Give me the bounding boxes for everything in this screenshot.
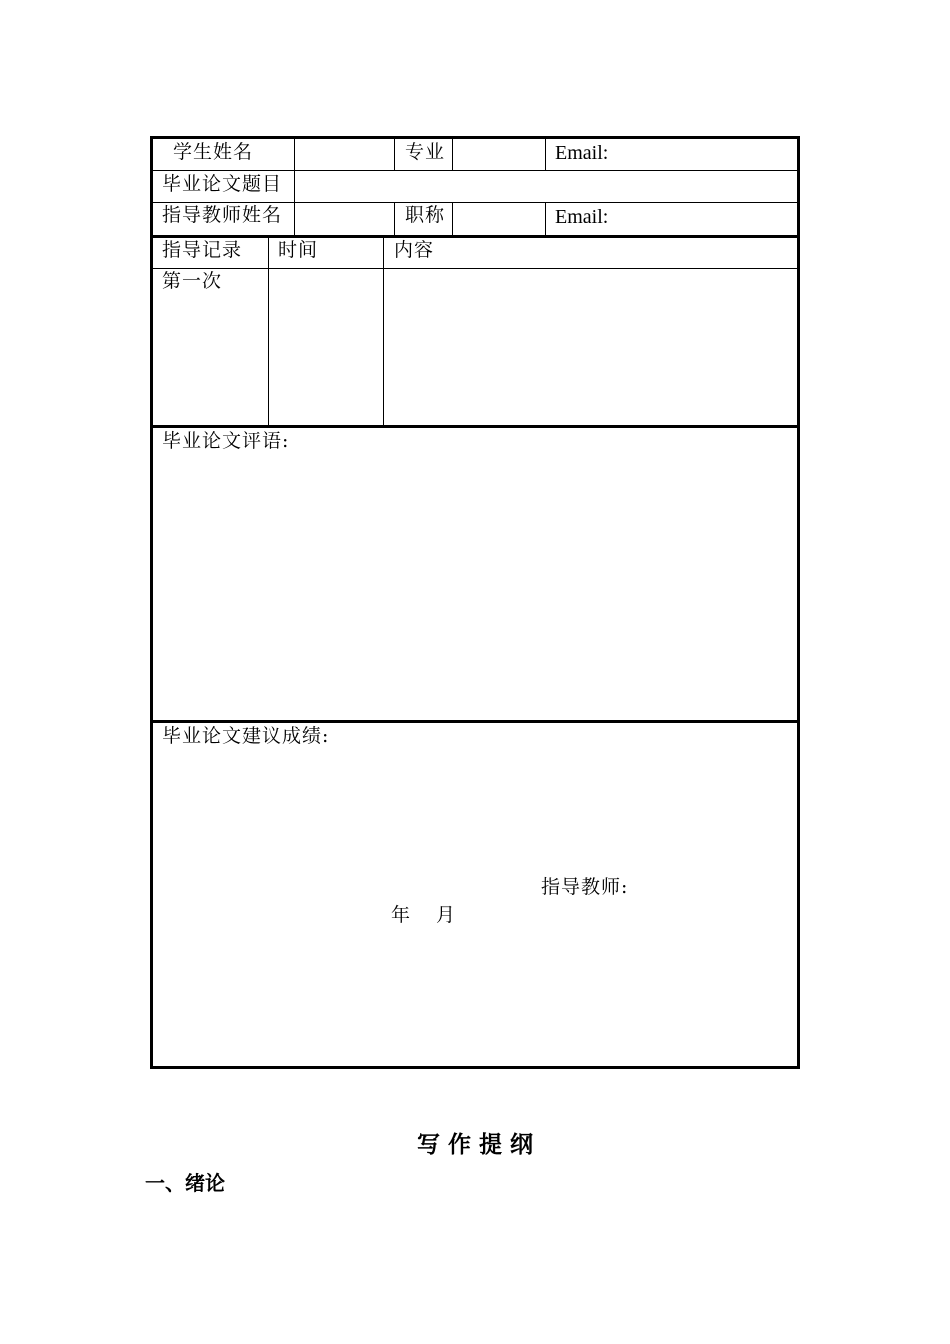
advisor-email-field[interactable] [616,204,794,234]
first-session-time-field[interactable] [270,270,382,424]
student-email-field[interactable] [616,141,794,169]
advisor-signature-label: 指导教师: [541,876,629,898]
suggested-grade-label: 毕业论文建议成绩: [162,725,330,747]
col-divider [394,202,395,236]
guidance-time-label: 时间 [278,239,319,261]
advisor-name-label: 指导教师姓名 [162,204,283,226]
student-email-label: Email: [555,142,609,164]
professional-title-label: 职称 [405,204,446,226]
thesis-comments-label: 毕业论文评语: [162,430,290,452]
col-divider [294,170,295,203]
suggested-grade-field[interactable] [155,752,794,872]
outline-title: 写 作 提 纲 [416,1132,534,1158]
major-label: 专业 [405,141,446,163]
section-divider [153,720,797,723]
month-label: 月 [436,904,457,926]
thesis-title-field[interactable] [296,172,794,201]
first-session-content-field[interactable] [385,270,794,424]
guidance-content-label: 内容 [394,239,435,261]
col-divider [545,202,546,236]
section-divider [153,425,797,428]
thesis-title-label: 毕业论文题目 [162,173,283,195]
section-divider [153,235,797,238]
guidance-record-label: 指导记录 [162,239,243,261]
student-name-label: 学生姓名 [173,141,254,163]
thesis-comments-field[interactable] [155,456,794,718]
col-divider [452,139,453,171]
row-divider [153,170,797,171]
col-divider [545,139,546,171]
col-divider [452,202,453,236]
major-field[interactable] [454,141,544,169]
advisor-name-field[interactable] [296,204,393,234]
year-label: 年 [391,904,412,926]
student-name-field[interactable] [296,141,393,169]
col-divider [294,139,295,171]
col-divider [383,238,384,426]
first-session-label: 第一次 [162,270,223,292]
row-divider [153,268,797,269]
col-divider [294,202,295,236]
advisor-email-label: Email: [555,206,609,228]
col-divider [394,139,395,171]
outline-section-introduction: 一、绪论 [145,1171,225,1195]
col-divider [268,238,269,426]
professional-title-field[interactable] [454,204,544,234]
